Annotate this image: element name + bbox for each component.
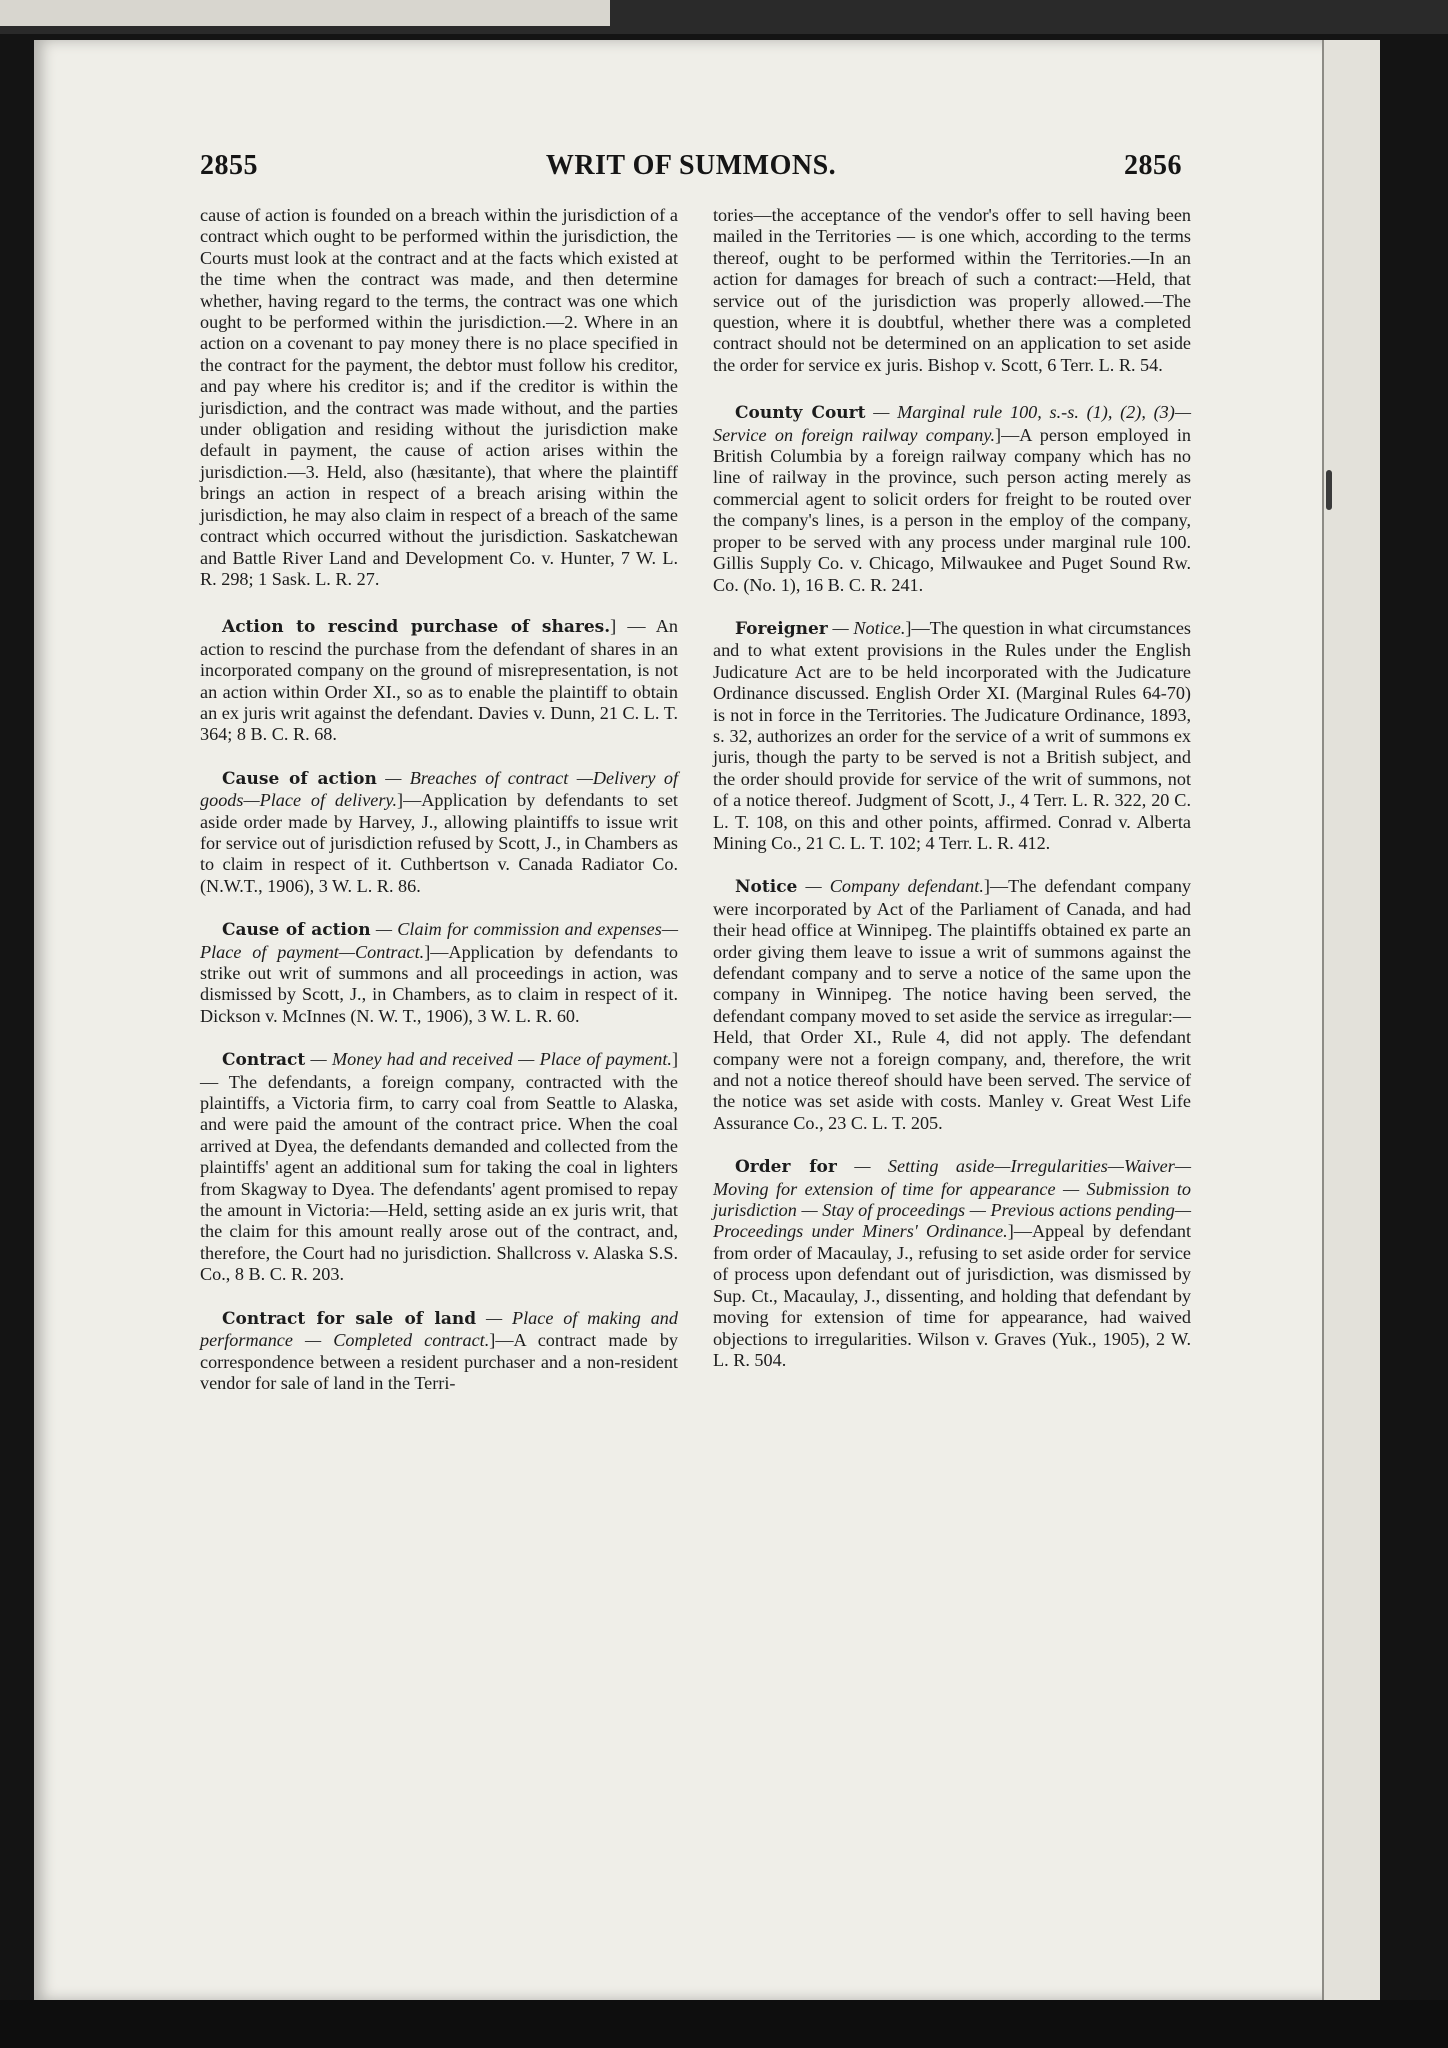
digest-entry [713,402,1191,596]
entry-subheading: — Setting aside—Irregularities—Waiver—Moving for extension of time for appearance — Submission to jurisdiction — Stay of proceedings — Previous actions pending—Proceedings under Miners' Ordinance. [713,1156,1191,1242]
page-edge-mark [1326,470,1332,510]
entry-text: ]—Appeal by defendant from order of Macaulay, J., refusing to set aside order for service of process upon defendant out of jurisdiction, was dismissed by Sup. Ct., Macaulay, J., dissenting, and holding that defendant by moving for extension of time for appearance, had waived objections to irregularities. Wilson v. Graves (Yuk., 1905), 2 W. L. R. 504. [713,1221,1191,1370]
page-edge [1322,40,1380,2000]
digest-entry [200,1049,678,1285]
entry-text: ] — The defendants, a foreign company, contracted with the plaintiffs, a Victoria firm, to carry coal from Seattle to Alaska, and were paid the amount of the contract price. When the coal arrived at Dyea, the defendants demanded and collected from the plaintiffs' agent an additional sum for taking the coal in lighters from Skagway to Dyea. The defendants' agent promised to repay the amount in Victoria:—Held, setting aside an ex juris writ, that the claim for this amount really arose out of the contract, and, therefore, the Court had no jurisdiction. Shallcross v. Alaska S.S. Co., 8 B. C. R. 203. [200,1049,678,1285]
entry-subheading: — Claim for commission and expenses—Place of payment—Contract. [200,919,678,962]
scan-bottom-border [0,2000,1448,2048]
entry-text: ]—Application by defendants to strike out writ of summons and all proceedings in action, was dismissed by Scott, J., in Chambers, as to claim in respect of it. Dickson v. McInnes (N. W. T., 1906), 3 W. L. R. 60. [200,941,678,1026]
digest-entry [200,616,678,745]
digest-entry [713,876,1191,1134]
entry-heading: Cause of action [222,920,371,941]
page-number-right: 2856 [1124,150,1182,181]
continued-entry [713,205,1191,376]
entry-heading: Contract [222,1050,306,1071]
digest-entry [200,1308,678,1395]
entry-text: ]—A person employed in British Columbia by a foreign railway company which has no line of railway in the province, such person acting merely as commercial agent to solicit orders for freight to be routed over the company's lines, is a person in the employ of the company, proper to be served with any process under marginal rule 100. Gillis Supply Co. v. Chicago, Milwaukee and Puget Sound Rw. Co. (No. 1), 16 B. C. R. 241. [713,424,1191,595]
entry-heading: Order for [735,1157,837,1178]
scan-top-border [0,0,1448,34]
page-number-left: 2855 [200,150,258,181]
entry-heading: County Court [735,403,866,424]
continued-entry [200,205,678,590]
right-column [713,205,1191,1393]
entry-text: ]—A contract made by correspondence between a resident purchaser and a non-resident vendor for sale of land in the Terri- [200,1330,679,1393]
left-column [200,205,678,1416]
entry-subheading: — Place of making and performance — Completed contract. [200,1307,678,1351]
entry-subheading: — Company defendant. [797,876,984,897]
entry-text: ]—The defendant company were incorporated by Act of the Parliament of Canada, and had their head office at Winnipeg. The plaintiffs obtained ex parte an order giving them leave to issue a writ of summons against the defendant company and to serve a notice of the same upon the company in Winnipeg. The notice having been served, the defendant company moved to set aside the service as irregular:—Held, that Order XI., Rule 4, did not apply. The defendant company were not a foreign company, and, therefore, the writ and not a notice thereof should have been served. The service of the notice was set aside with costs. Manley v. Great West Life Assurance Co., 23 C. L. T. 205. [713,876,1192,1133]
digest-entry [713,1156,1191,1371]
entry-heading: Cause of action [222,768,377,789]
entry-text: ]—The question in what circumstances and to what extent provisions in the Rules under the English Judicature Act are to be held incorporated with the Judicature Ordinance discussed. English Order XI. (Marginal Rules 64-70) is not in force in the Territories. The Judicature Ordinance, 1893, s. 32, authorizes an order for the service of a writ of summons ex juris, though the party to be served is not a British subject, and the order should provide for service of the writ of summons, not of a notice thereof. Judgment of Scott, J., 4 Terr. L. R. 322, 20 C. L. T. 108, on this and other points, affirmed. Conrad v. Alberta Mining Co., 21 C. L. T. 102; 4 Terr. L. R. 412. [713,617,1192,853]
running-title: WRIT OF SUMMONS. [545,150,837,181]
entry-heading: Notice [735,877,798,898]
entry-subheading: — Money had and received — Place of payment. [305,1049,672,1070]
entry-heading: Foreigner [735,618,828,639]
entry-heading: Contract for sale of land [222,1308,477,1329]
running-header [200,150,1182,190]
entry-text: ] — An action to rescind the purchase from the defendant of shares in an incorporated company on the ground of misrepresentation, is not an action within Order XI., so as to enable the plaintiff to obtain an ex juris writ against the defendant. Davies v. Dunn, 21 C. L. T. 364; 8 B. C. R. 68. [200,616,678,745]
entry-text: tories—the acceptance of the vendor's offer to sell having been mailed in the Territories — is one which, according to the terms thereof, ought to be performed within the Territories.—In an action for damages for breach of such a contract:—Held, that service out of the jurisdiction was properly allowed.—The question, where it is doubtful, whether there was a completed contract should not be determined on an application to set aside the order for service ex juris. Bishop v. Scott, 6 Terr. L. R. 54. [713,205,1191,375]
digest-entry [200,768,678,897]
entry-heading: Action to rescind purchase of shares. [222,617,611,638]
digest-entry [200,919,678,1027]
entry-subheading: — Breaches of contract —Delivery of goods—Place of delivery. [200,767,679,811]
scan-top-border-highlight [0,0,610,26]
entry-text: cause of action is founded on a breach within the jurisdiction of a contract which ought to be performed within the jurisdiction, the Courts must look at the contract and at the facts which existed at the time when the contract was made, and then determine whether, having regard to the terms, the contract was one which ought to be performed within the jurisdiction.—2. Where in an action on a covenant to pay money there is no place specified in the contract for the payment, the debtor must follow his creditor, and pay where his creditor is; and if the creditor is within the jurisdiction, and the contract was made without, and the parties under obligation and residing without the jurisdiction make default in payment, the cause of action arises within the jurisdiction.—3. Held, also (hæsitante), that where the plaintiff brings an action in respect of a breach arising within the jurisdiction, he may also claim in respect of a breach of the same contract which occurred without the jurisdiction. Saskatchewan and Battle River Land and Development Co. v. Hunter, 7 W. L. R. 298; 1 Sask. L. R. 27. [200,205,678,589]
entry-subheading: — Marginal rule 100, s.-s. (1), (2), (3)—Service on foreign railway company. [713,402,1191,445]
digest-entry [713,618,1191,854]
entry-subheading: — Notice. [827,617,906,638]
entry-text: ]—Application by defendants to set aside order made by Harvey, J., allowing plaintiffs to issue writ for service out of jurisdiction refused by Scott, J., in Chambers as to claim in respect of it. Cuthbertson v. Canada Radiator Co. (N.W.T., 1906), 3 W. L. R. 86. [200,790,678,896]
